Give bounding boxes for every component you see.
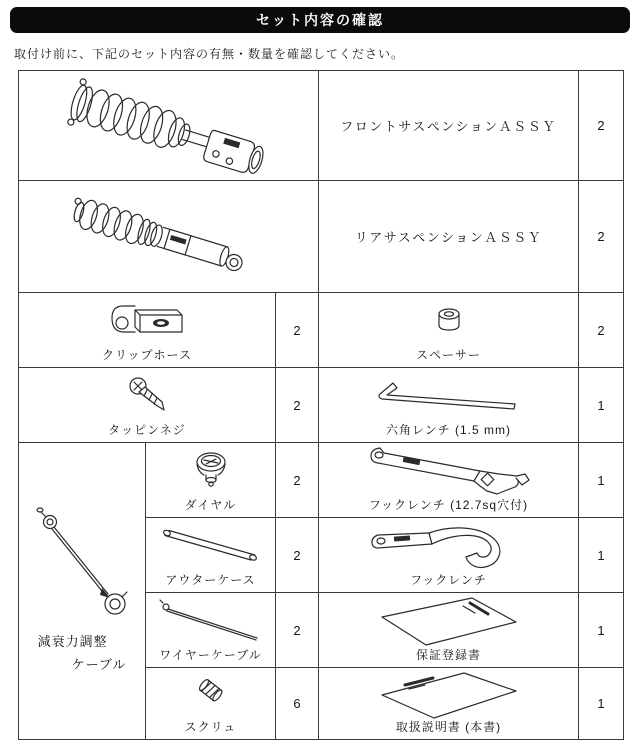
outer-case-illustration <box>156 525 266 567</box>
manual-sheet-cell <box>319 668 579 739</box>
part-qty: 1 <box>579 443 623 518</box>
part-name: フックレンチ (12.7sq穴付) <box>368 498 529 512</box>
hook-wrench-art <box>319 521 578 571</box>
wire-cable-illustration <box>155 599 267 643</box>
tapping-screw-cell <box>19 368 276 443</box>
warranty-registration-sheet-illustration <box>375 594 523 648</box>
outer-case-art <box>146 521 275 571</box>
dial-art <box>146 446 275 496</box>
part-qty: 2 <box>276 368 319 443</box>
part-name: タッピンネジ <box>108 423 186 437</box>
part-name: アウターケース <box>165 573 256 587</box>
group-label-line1: 減衰力調整 <box>37 634 108 650</box>
part-qty: 1 <box>579 368 623 443</box>
part-qty: 1 <box>579 668 623 739</box>
outer-case-cell <box>146 518 276 593</box>
part-name: 六角レンチ (1.5 mm) <box>385 423 512 437</box>
clip-hose-art <box>19 296 275 346</box>
group-label-line2: ケーブル <box>71 656 127 672</box>
screw-cell <box>146 668 276 739</box>
clip-hose-cell <box>19 293 276 368</box>
dial-illustration <box>191 451 231 491</box>
hook-wrench-illustration <box>366 522 531 570</box>
hook-wrench-square-hole-illustration <box>359 444 539 498</box>
rear-suspension-image-cell <box>19 181 319 293</box>
hex-wrench-illustration <box>374 380 524 412</box>
part-qty: 2 <box>276 443 319 518</box>
parts-table <box>18 70 624 740</box>
part-qty: 2 <box>276 518 319 593</box>
part-name: 保証登録書 <box>415 648 481 662</box>
rear-suspension-assy-illustration <box>53 190 285 284</box>
group-label <box>38 631 127 675</box>
front-suspension-image-cell <box>19 71 319 181</box>
part-name: フックレンチ <box>410 573 487 587</box>
wire-cable-art <box>146 596 275 646</box>
screw-illustration <box>196 679 226 711</box>
part-qty: 2 <box>276 293 319 368</box>
warranty-sheet-cell <box>319 593 579 668</box>
section-header-title: セット内容の確認 <box>256 12 384 28</box>
spacer-illustration <box>435 307 463 335</box>
manual-sheet-art <box>319 671 578 718</box>
part-qty: 2 <box>579 293 623 368</box>
wire-cable-cell <box>146 593 276 668</box>
part-qty: 1 <box>579 518 623 593</box>
hex-wrench-art <box>319 371 578 421</box>
instruction-manual-sheet-illustration <box>375 669 523 721</box>
part-qty: 1 <box>579 593 623 668</box>
part-qty: 2 <box>579 71 623 181</box>
hex-wrench-cell <box>319 368 579 443</box>
part-name: スペーサー <box>415 348 481 362</box>
hook-wrench-cell <box>319 518 579 593</box>
tapping-screw-art <box>19 371 275 421</box>
part-qty: 6 <box>276 668 319 739</box>
front-suspension-assy-illustration <box>53 76 285 176</box>
part-name: ワイヤーケーブル <box>159 648 262 662</box>
spacer-art <box>319 296 578 346</box>
section-header <box>10 7 630 33</box>
damping-adjust-cable-illustration <box>32 506 132 621</box>
tapping-screw-illustration <box>125 375 169 417</box>
screw-art <box>146 671 275 718</box>
part-name: クリップホース <box>102 348 192 362</box>
part-qty: 2 <box>579 181 623 293</box>
part-name: ダイヤル <box>184 498 237 512</box>
part-qty: 2 <box>276 593 319 668</box>
hook-wrench-sq-art <box>319 446 578 496</box>
spacer-cell <box>319 293 579 368</box>
intro-text: 取付け前に、下記のセット内容の有無・数量を確認してください。 <box>14 47 405 61</box>
dial-cell <box>146 443 276 518</box>
damping-adjust-cable-cell <box>19 443 146 739</box>
clip-hose-illustration <box>101 301 193 341</box>
part-name: 取扱説明書 (本書) <box>395 720 502 734</box>
part-name: フロントサスペンションＡＳＳＹ <box>319 71 579 181</box>
part-name: リアサスペンションＡＳＳＹ <box>319 181 579 293</box>
warranty-sheet-art <box>319 596 578 646</box>
part-name: スクリュ <box>184 720 237 734</box>
hook-wrench-sq-cell <box>319 443 579 518</box>
